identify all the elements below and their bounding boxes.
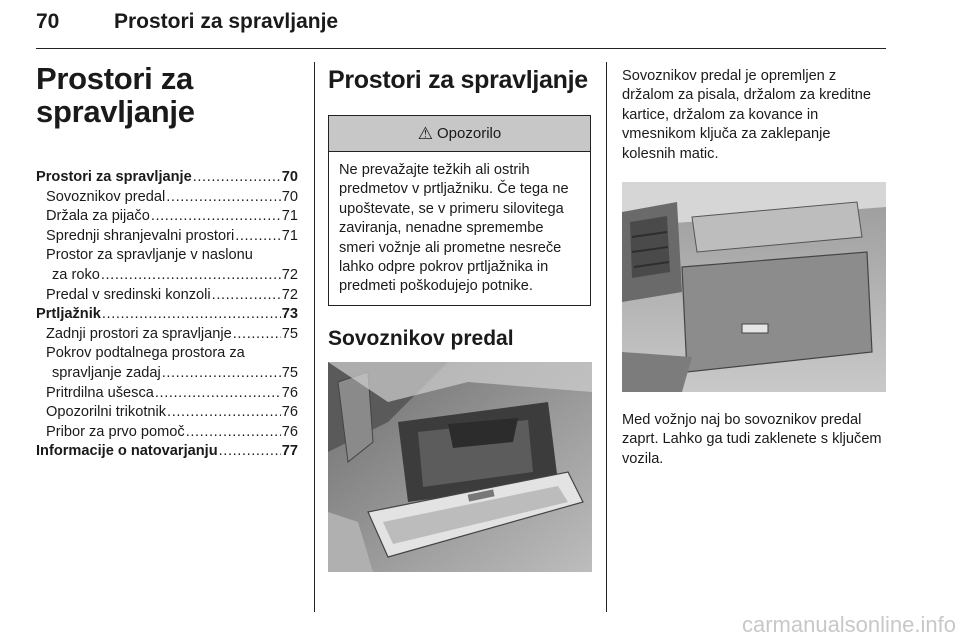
subsection-heading: Sovoznikov predal	[328, 326, 514, 350]
warning-triangle-icon: ⚠	[417, 123, 434, 143]
section-heading: Prostori za spravljanje	[328, 66, 588, 94]
page-number: 70	[36, 10, 60, 33]
toc-entry[interactable]: Pokrov podtalnega prostora za	[46, 345, 245, 362]
toc-column	[36, 62, 298, 462]
toc-entry[interactable]: Prostori za spravljanje ..... 70	[36, 168, 298, 188]
toc-entry[interactable]: Predal v sredinski konzoli ..... 72	[36, 286, 298, 306]
toc-entry[interactable]: Pritrdilna ušesca ..... 76	[36, 384, 298, 404]
main-column	[328, 62, 592, 577]
glovebox-closed-illustration	[622, 182, 886, 392]
warning-title: Opozorilo	[437, 125, 502, 142]
warning-header	[329, 116, 590, 152]
warning-text: Ne prevažajte težkih ali ostrih predmetov v prtljažniku. Če tega ne upoštevate, se v primeru silovitega zaviranja, nenadne spremembe smeri vožnje ali prometne nesreče lahko odpre pokrov prtljažnika in predmeti poškodujejo potnike.	[339, 162, 569, 295]
header-rule	[36, 48, 886, 49]
toc-entry[interactable]: Opozorilni trikotnik ..... 76	[36, 403, 298, 423]
glovebox-description: Sovoznikov predal je opremljen z držalom za pisala, držalom za kreditne kartice, držalom za kovance in vmesnikom ključa za zaklepanje kolesnih matic.	[622, 68, 872, 162]
toc-entry[interactable]: Informacije o natovarjanju ..... 77	[36, 442, 298, 462]
table-of-contents	[36, 168, 298, 462]
toc-entry[interactable]: Sovoznikov predal ..... 70	[36, 188, 298, 208]
warning-box	[328, 115, 591, 306]
toc-entry[interactable]: Prostor za spravljanje v naslonu	[46, 247, 253, 264]
page-header	[36, 10, 886, 50]
column-divider-1	[314, 62, 315, 612]
chapter-title: Prostori za spravljanje	[36, 61, 195, 129]
toc-entry-continued[interactable]: spravljanje zadaj ..... 75	[36, 364, 298, 384]
toc-entry[interactable]: Pribor za prvo pomoč ..... 76	[36, 423, 298, 443]
toc-entry[interactable]: Prtljažnik ..... 73	[36, 305, 298, 325]
toc-entry[interactable]: Zadnji prostori za spravljanje ..... 75	[36, 325, 298, 345]
glovebox-driving-note: Med vožnjo naj bo sovoznikov predal zaprt. Lahko ga tudi zaklenete s ključem vozila.	[622, 412, 882, 467]
glovebox-open-illustration	[328, 362, 592, 572]
running-title: Prostori za spravljanje	[114, 10, 339, 33]
toc-entry[interactable]: Držala za pijačo ..... 71	[36, 207, 298, 227]
toc-entry-continued[interactable]: za roko ..... 72	[36, 266, 298, 286]
right-column	[622, 67, 886, 469]
toc-entry[interactable]: Sprednji shranjevalni prostori ..... 71	[36, 227, 298, 247]
watermark: carmanualsonline.info	[741, 612, 956, 637]
column-divider-2	[606, 62, 607, 612]
